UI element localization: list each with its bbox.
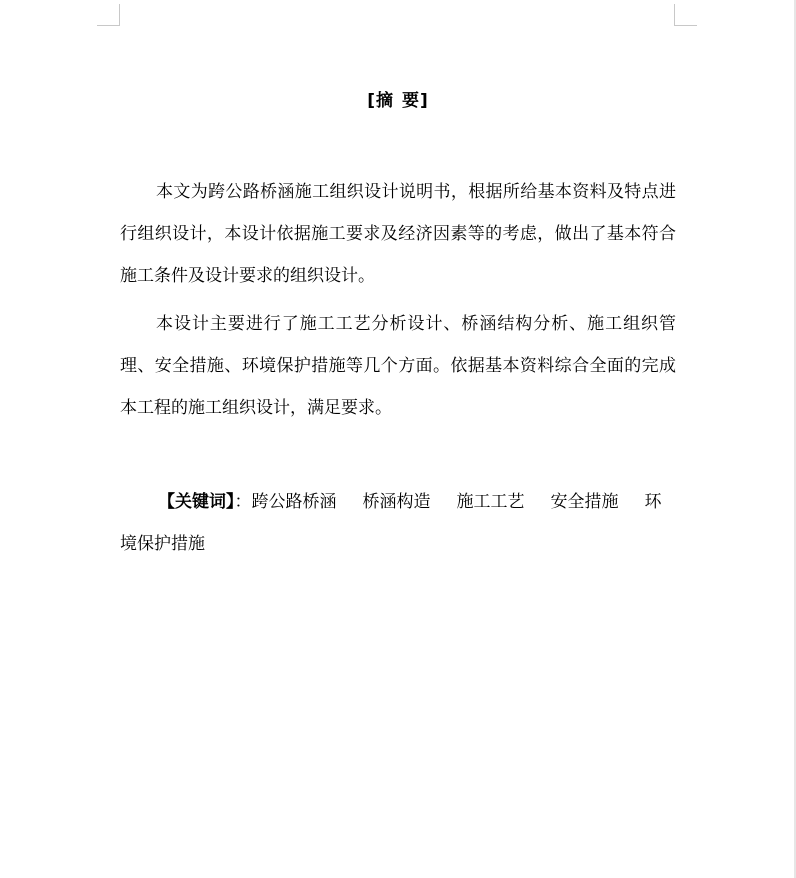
keywords-label: 【关键词】	[158, 492, 235, 512]
abstract-title-left: [摘	[367, 91, 394, 111]
abstract-paragraph-1: 本文为跨公路桥涵施工组织设计说明书，根据所给基本资料及特点进行组织设计，本设计依据施工要求及经济因素等的考虑，做出了基本符合施工条件及设计要求的组织设计。	[120, 182, 676, 286]
keywords-separator: ：	[234, 492, 252, 512]
keyword-item: 桥涵构造	[362, 492, 431, 512]
crop-mark-top-left-horizontal	[97, 25, 120, 26]
crop-mark-top-right-horizontal	[674, 25, 697, 26]
abstract-title-right: 要]	[402, 91, 429, 111]
crop-mark-top-right-vertical	[674, 4, 675, 26]
abstract-title	[0, 86, 796, 111]
keyword-item: 安全措施	[550, 492, 619, 512]
keyword-item: 跨公路桥涵	[251, 492, 337, 512]
abstract-paragraph-2: 本设计主要进行了施工工艺分析设计、桥涵结构分析、施工组织管理、安全措施、环境保护措施等几个方面。依据基本资料综合全面的完成本工程的施工组织设计，满足要求。	[120, 314, 676, 418]
keyword-item: 环境保护措施	[120, 492, 662, 554]
keywords-line	[120, 481, 676, 565]
crop-mark-top-left-vertical	[119, 4, 120, 26]
keyword-item: 施工工艺	[456, 492, 525, 512]
